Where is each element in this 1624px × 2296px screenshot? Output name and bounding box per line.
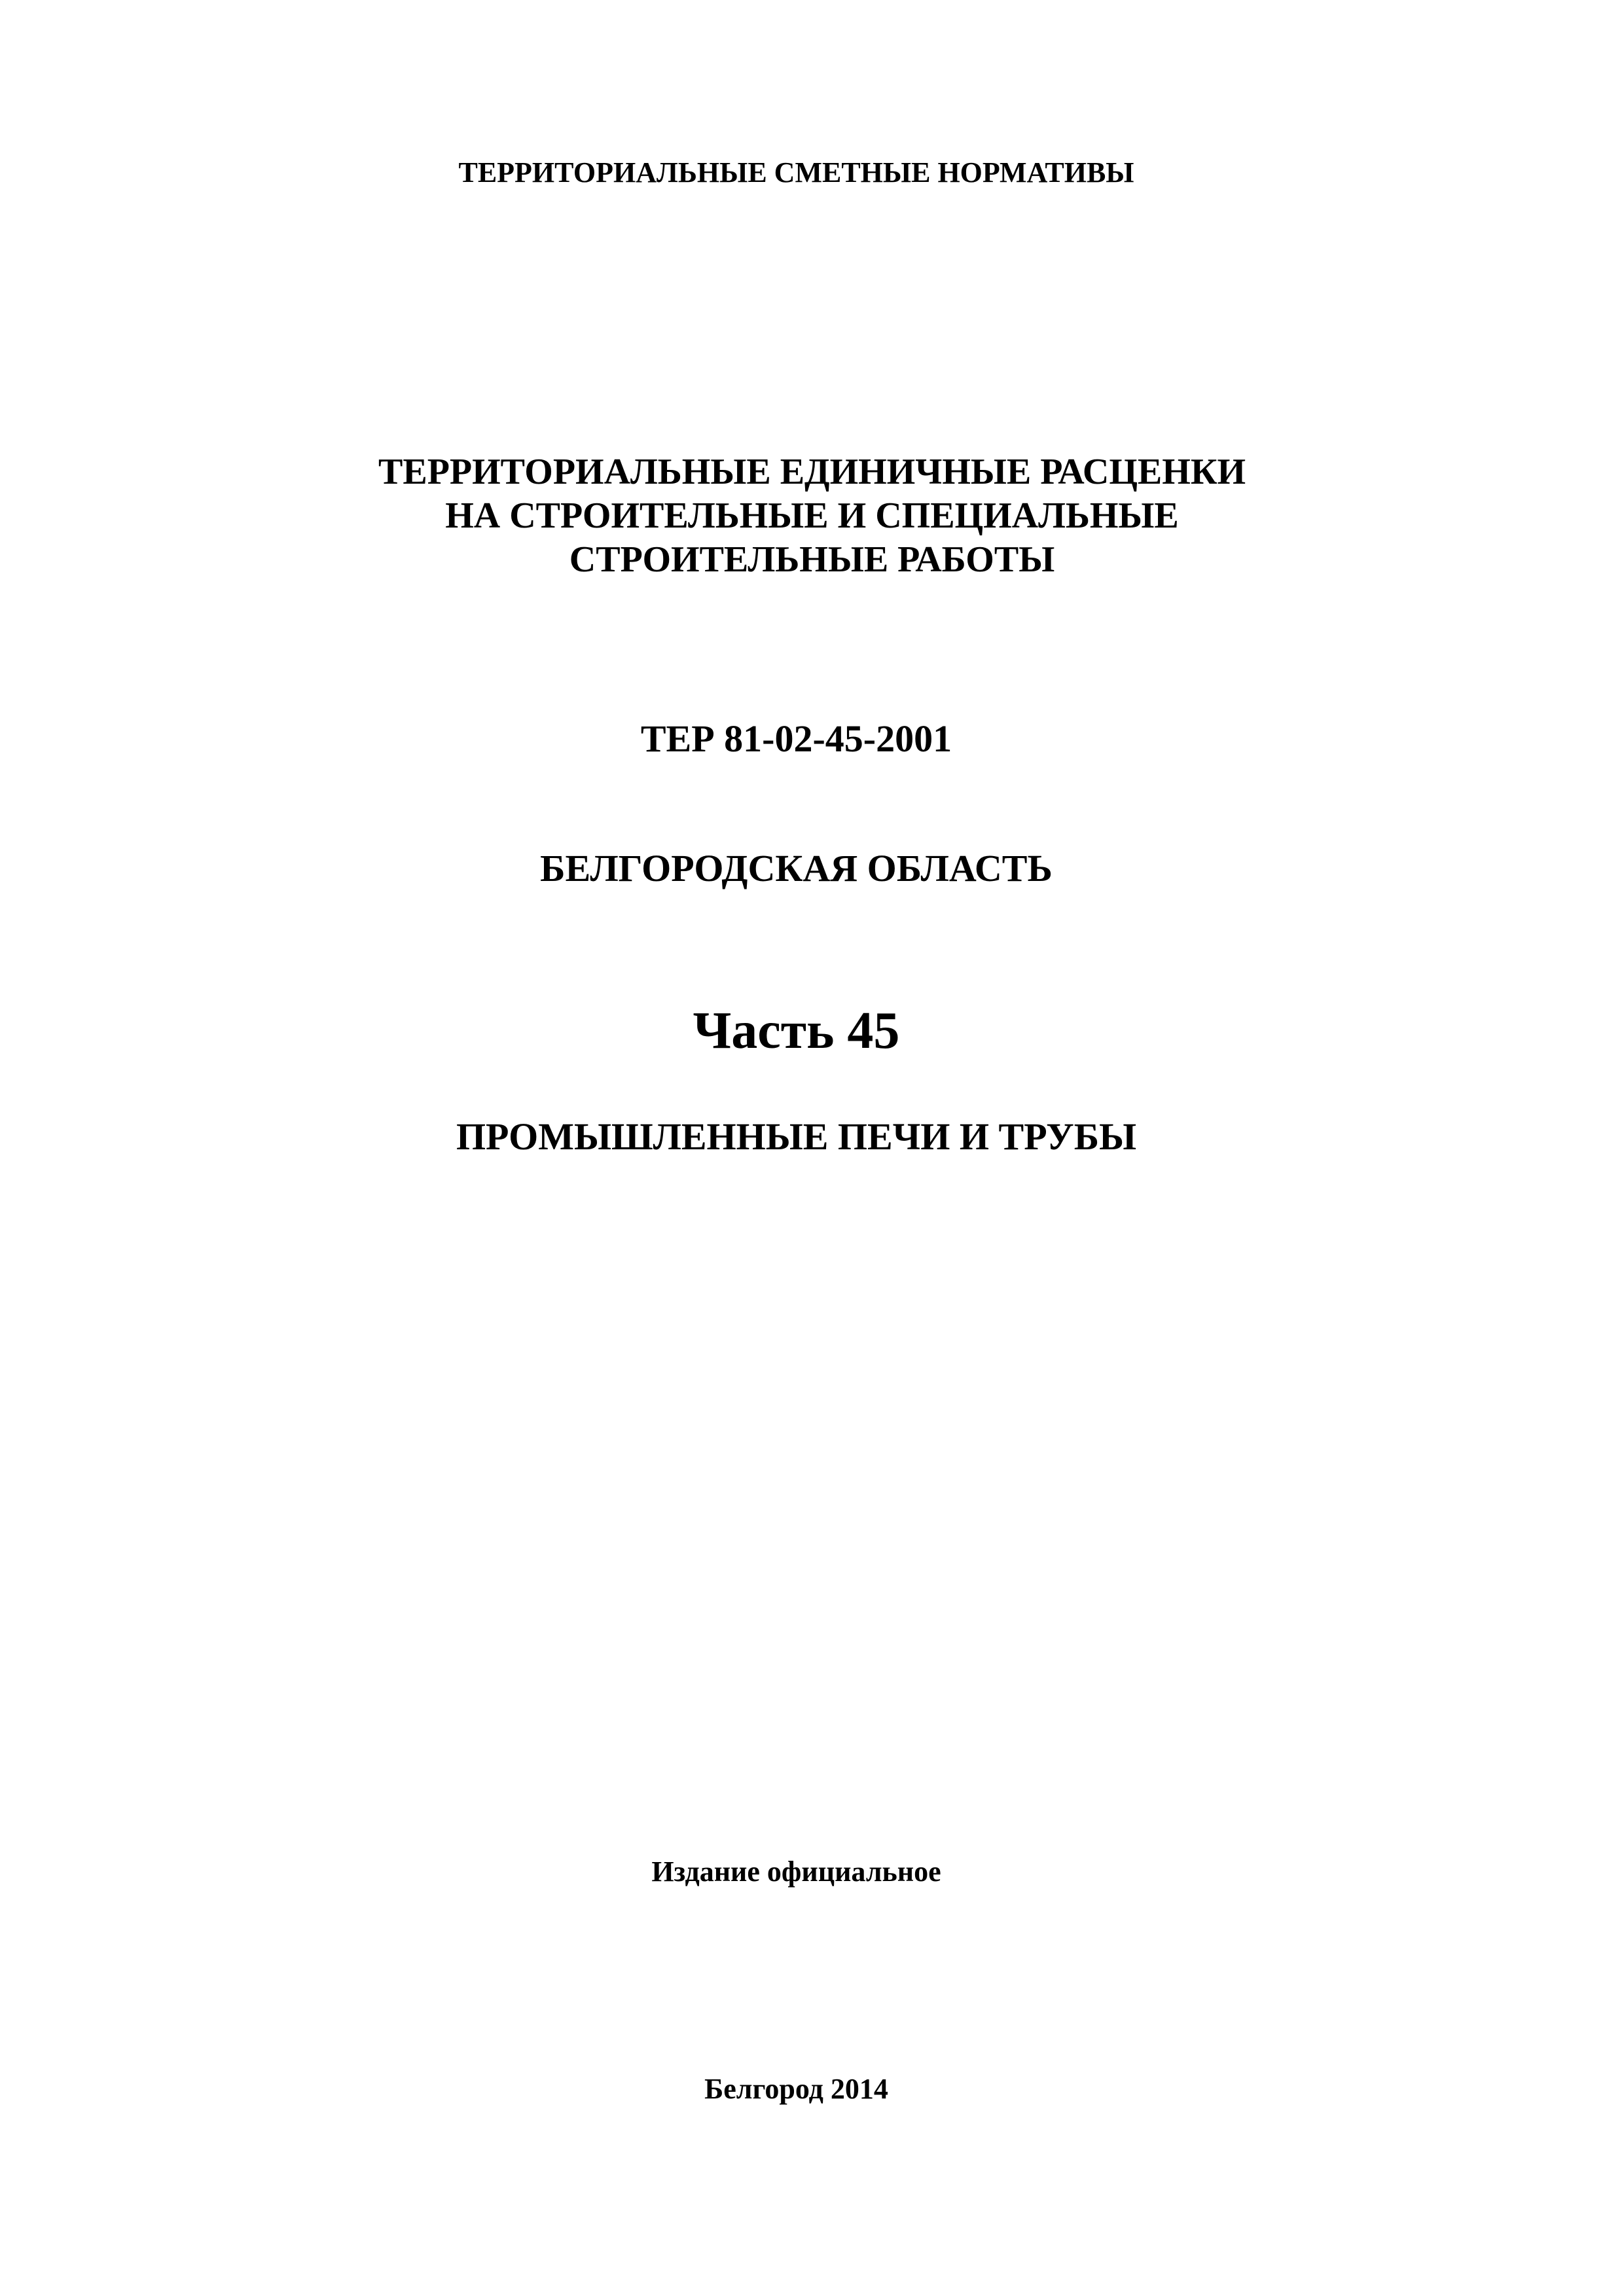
series-heading: ТЕРРИТОРИАЛЬНЫЕ СМЕТНЫЕ НОРМАТИВЫ [458,156,1134,188]
title-line-3: СТРОИТЕЛЬНЫЕ РАБОТЫ [569,539,1055,580]
edition-label: Издание официальное [651,1856,941,1888]
region-name: БЕЛГОРОДСКАЯ ОБЛАСТЬ [540,847,1053,889]
part-number: Часть 45 [693,1002,900,1060]
document-code: ТЕР 81-02-45-2001 [640,717,952,760]
title-line-2: НА СТРОИТЕЛЬНЫЕ И СПЕЦИАЛЬНЫЕ [445,495,1179,536]
part-subject: ПРОМЫШЛЕННЫЕ ПЕЧИ И ТРУБЫ [456,1115,1137,1158]
document-title [0,450,1624,582]
place-and-year: Белгород 2014 [704,2073,888,2105]
title-line-1: ТЕРРИТОРИАЛЬНЫЕ ЕДИНИЧНЫЕ РАСЦЕНКИ [378,452,1246,492]
